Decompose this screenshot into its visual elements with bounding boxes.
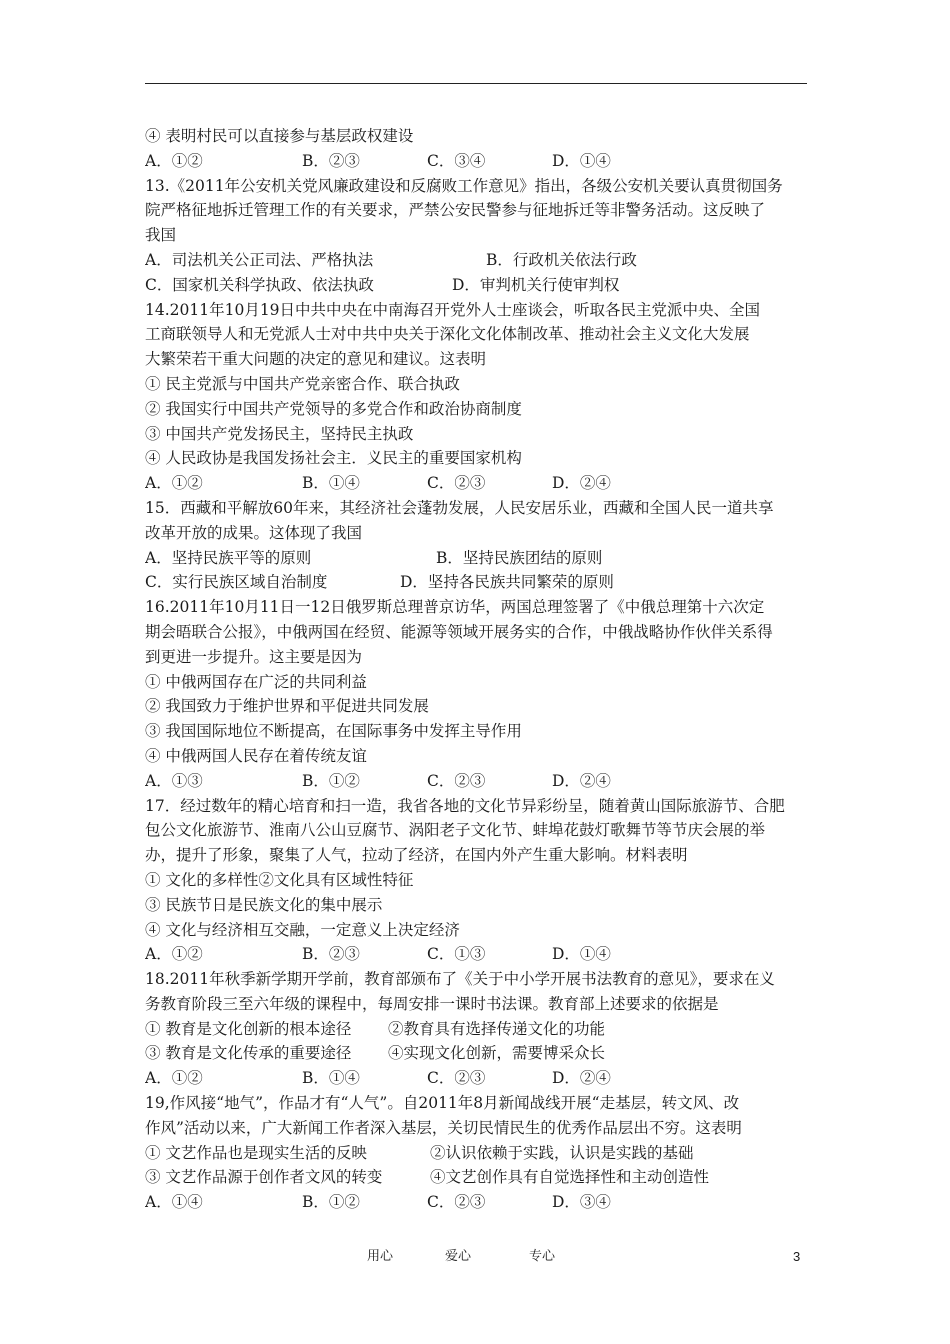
option-row [145,546,807,571]
text-line: 大繁荣若干重大问题的决定的意见和建议。这表明 [145,350,487,369]
option-text: A．①② [145,1069,203,1088]
option-text: D．③④ [552,1193,611,1212]
text-line: ③ 我国国际地位不断提高，在国际事务中发挥主导作用 [145,722,522,741]
option-text: B．①② [302,1193,360,1212]
answer-options [145,1190,807,1215]
option-row [145,1017,807,1042]
option-row [145,1041,807,1066]
option-row [145,248,807,273]
option-text: ④文艺创作具有自觉选择性和主动创造性 [430,1168,710,1187]
text-line: 工商联领导人和无党派人士对中共中央关于深化文化体制改革、推动社会主义文化大发展 [145,325,750,344]
footer-motto-2: 爱心 [445,1249,472,1264]
option-text: C．②③ [427,1193,486,1212]
option-text: B．②③ [302,945,360,964]
option-text: C．③④ [427,151,486,170]
text-line: ③ 民族节日是民族文化的集中展示 [145,895,383,914]
text-line: ④ 中俄两国人民存在着传统友谊 [145,746,367,765]
text-line: 15．西藏和平解放60年来，其经济社会蓬勃发展，人民安居乐业，西藏和全国人民一道共享 [145,498,774,517]
text-line: 13.《2011年公安机关党风廉政建设和反腐败工作意见》指出，各级公安机关要认真贯彻国务 [145,176,783,195]
footer-motto-3: 专心 [529,1249,556,1264]
option-text: B．坚持民族团结的原则 [436,548,603,567]
option-text: ① 教育是文化创新的根本途径 [145,1019,352,1038]
option-text: ②教育具有选择传递文化的功能 [388,1019,606,1038]
text-line: ④ 表明村民可以直接参与基层政权建设 [145,127,414,145]
answer-options [145,1066,807,1091]
answer-options [145,942,807,967]
text-line: ② 我国致力于维护世界和平促进共同发展 [145,697,429,716]
text-line: ① 中俄两国存在广泛的共同利益 [145,672,367,691]
text-line: 作风”活动以来，广大新闻工作者深入基层，关切民情民生的优秀作品层出不穷。这表明 [145,1118,742,1137]
option-text: B．②③ [302,151,360,170]
option-text: ③ 文艺作品源于创作者文风的转变 [145,1168,383,1187]
answer-options [145,471,807,496]
option-row [145,273,807,298]
option-text: D．坚持各民族共同繁荣的原则 [400,573,614,592]
text-line: 期会晤联合公报》，中俄两国在经贸、能源等领域开展务实的合作，中俄战略协作伙伴关系得 [145,622,773,641]
option-text: C．②③ [427,474,486,493]
answer-options [145,769,807,794]
text-line: 务教育阶段三至六年级的课程中，每周安排一课时书法课。教育部上述要求的依据是 [145,994,719,1013]
option-text: A．坚持民族平等的原则 [145,548,312,567]
option-row [145,570,807,595]
footer-motto-1: 用心 [367,1249,394,1264]
text-line: ④ 人民政协是我国发扬社会主．义民主的重要国家机构 [145,449,522,468]
option-text: D．②④ [552,771,611,790]
option-text: B．行政机关依法行政 [486,250,637,269]
text-line: 办，提升了形象，聚集了人气，拉动了经济，在国内外产生重大影响。材料表明 [145,846,688,865]
option-text: ④实现文化创新，需要博采众长 [388,1044,606,1063]
text-line: ④ 文化与经济相互交融，一定意义上决定经济 [145,920,460,939]
option-text: A．司法机关公正司法、严格执法 [145,250,374,269]
option-text: A．①② [145,945,203,964]
page-number: 3 [793,1249,801,1264]
page-footer [0,1247,950,1267]
option-text: D．①④ [552,945,611,964]
option-text: A．①③ [145,771,203,790]
option-text: B．①④ [302,474,360,493]
text-line: 我国 [145,226,177,245]
option-text: D．②④ [552,1069,611,1088]
option-row [145,1141,807,1166]
text-line: ① 民主党派与中国共产党亲密合作、联合执政 [145,374,460,393]
text-line: ③ 中国共产党发扬民主，坚持民主执政 [145,424,414,443]
option-row [145,1165,807,1190]
option-text: D．①④ [552,151,611,170]
text-line: 到更进一步提升。这主要是因为 [145,647,363,666]
option-text: B．①④ [302,1069,360,1088]
text-line: ① 文化的多样性②文化具有区域性特征 [145,870,414,889]
text-line: 院严格征地拆迁管理工作的有关要求，严禁公安民警参与征地拆迁等非警务活动。这反映了 [145,201,766,220]
answer-options [145,149,807,174]
text-line: 16.2011年10月11日一12日俄罗斯总理普京访华，两国总理签署了《中俄总理第十六次定 [145,598,765,617]
text-line: 18.2011年秋季新学期开学前，教育部颁布了《关于中小学开展书法教育的意见》，要求在义 [145,970,775,989]
text-line: 17．经过数年的精心培育和扫一造，我省各地的文化节异彩纷呈，随着黄山国际旅游节、合肥 [145,796,785,815]
document-body [145,124,807,1215]
option-text: C．国家机关科学执政、依法执政 [145,275,374,294]
option-text: D．②④ [552,474,611,493]
option-text: C．②③ [427,1069,486,1088]
text-line: 改革开放的成果。这体现了我国 [145,523,363,542]
option-text: C．实行民族区域自治制度 [145,573,328,592]
option-text: D．审判机关行使审判权 [452,275,620,294]
option-text: A．①④ [145,1193,203,1212]
option-text: B．①② [302,771,360,790]
text-line: ② 我国实行中国共产党领导的多党合作和政治协商制度 [145,399,522,418]
option-text: C．②③ [427,771,486,790]
text-line: 包公文化旅游节、淮南八公山豆腐节、涡阳老子文化节、蚌埠花鼓灯歌舞节等节庆会展的举 [145,821,766,840]
option-text: A．①② [145,474,203,493]
option-text: ③ 教育是文化传承的重要途径 [145,1044,352,1063]
text-line: 19,作风接“地气”，作品才有“人气”。自2011年8月新闻战线开展“走基层，转文风、改 [145,1094,740,1113]
option-text: ① 文艺作品也是现实生活的反映 [145,1143,367,1162]
option-text: ②认识依赖于实践，认识是实践的基础 [430,1143,694,1162]
text-line: 14.2011年10月19日中共中央在中南海召开党外人士座谈会，听取各民主党派中央、全国 [145,300,761,319]
header-rule [145,83,807,84]
option-text: A．①② [145,151,203,170]
option-text: C．①③ [427,945,486,964]
